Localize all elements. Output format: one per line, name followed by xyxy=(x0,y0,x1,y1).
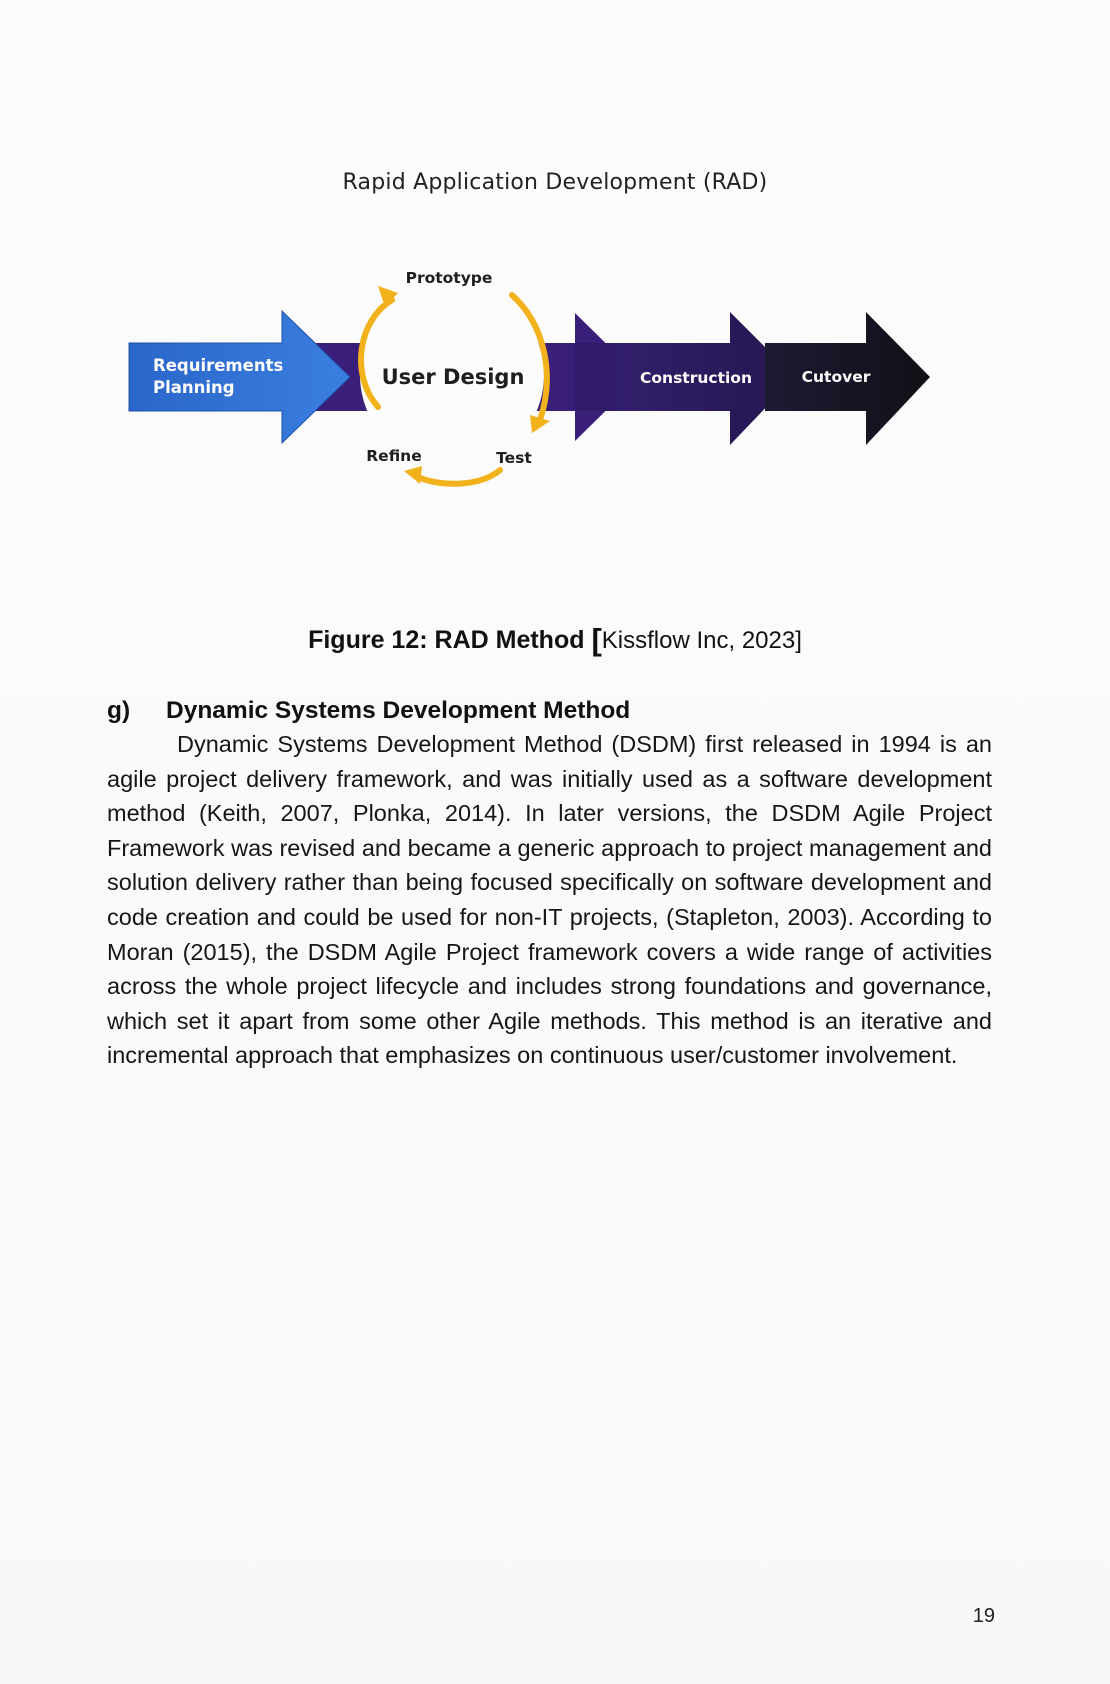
caption-bracket: [ xyxy=(591,622,602,657)
section-title: Dynamic Systems Development Method xyxy=(166,697,631,724)
prototype-label: Prototype xyxy=(405,269,493,287)
figure-source: Kissflow Inc, 2023] xyxy=(601,627,802,654)
diagram-title: Rapid Application Development (RAD) xyxy=(342,170,768,195)
rad-diagram xyxy=(0,255,1110,505)
page-number: 19 xyxy=(972,1605,995,1627)
cycle-arrowhead-refine xyxy=(404,466,422,484)
figure-caption xyxy=(0,622,1110,658)
section-letter: g) xyxy=(107,697,131,724)
user-design-label: User Design xyxy=(381,365,525,389)
requirements-label-line1: Requirements xyxy=(153,356,284,375)
section-paragraph: Dynamic Systems Development Method (DSDM) first released in 1994 is an agile project delivery framework, and was initially used as a software development method (Keith, 2007, Plonka, 2014). In later versions, the DSDM Agile Project Framework was revised and became a generic approach to project management and solution delivery rather than being focused specifically on software development and code creation and could be used for non-IT projects, (Stapleton, 2003). According to Moran (2015), the DSDM Agile Project framework covers a wide range of activities across the whole project lifecycle and includes strong foundations and governance, which set it apart from some other Agile methods. This method is an iterative and incremental approach that emphasizes on continuous user/customer involvement. xyxy=(107,731,992,1069)
section-heading xyxy=(107,697,630,725)
figure-label: Figure 12: RAD Method xyxy=(308,626,585,654)
construction-label: Construction xyxy=(640,369,752,387)
cycle-arrow-refine xyxy=(418,470,500,484)
test-label: Test xyxy=(496,449,532,467)
requirements-label-line2: Planning xyxy=(153,378,235,397)
cutover-label: Cutover xyxy=(801,368,871,386)
requirements-planning-arrow xyxy=(129,311,350,443)
refine-label: Refine xyxy=(366,447,422,465)
